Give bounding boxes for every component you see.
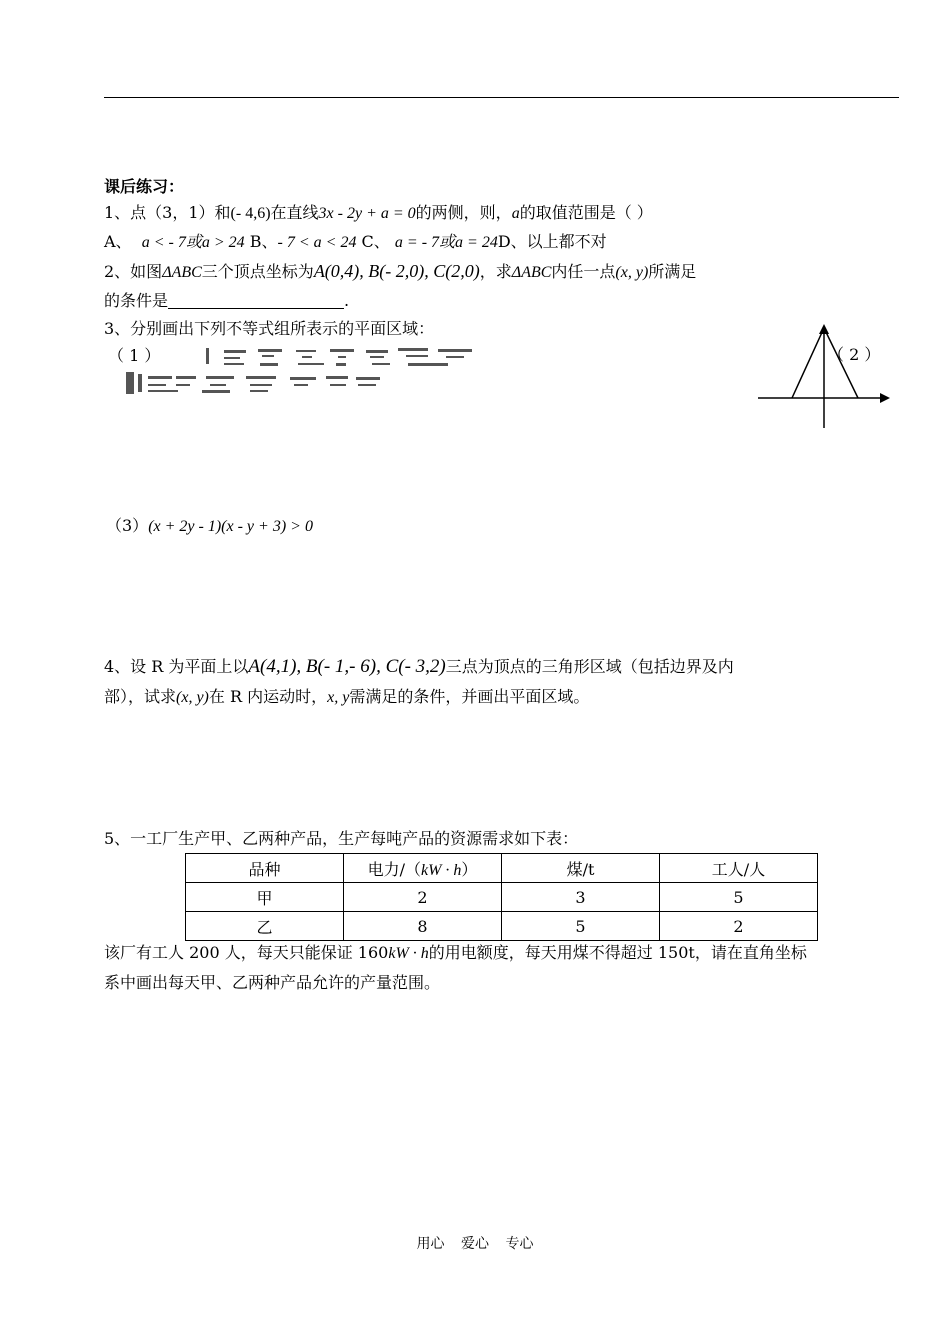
q3-label-1: （ 1 ） [108, 346, 161, 365]
section-title: 课后练习： [104, 177, 185, 196]
q2-stem: 2、如图ΔABC三个顶点坐标为A(0,4), B(- 2,0), C(2,0)，求ΔABC内任一点(x, y)所满足 [104, 261, 697, 281]
table-cell: 5 [660, 883, 818, 912]
q3-item-3: （3）(x + 2y - 1)(x - y + 3) > 0 [106, 516, 313, 535]
table-cell: 5 [502, 912, 660, 941]
page-footer [0, 1233, 950, 1253]
q4-stem-line2: 部），试求(x, y)在 R 内运动时，x, y需满足的条件，并画出平面区域。 [104, 687, 590, 706]
table-cell: 甲 [186, 883, 344, 912]
table-row [186, 883, 818, 912]
footer-word: 用心 [416, 1236, 445, 1252]
table-cell: 2 [660, 912, 818, 941]
table-row [186, 912, 818, 941]
table-header-cell: 煤/t [502, 854, 660, 883]
q2-condition: 的条件是 . [104, 291, 350, 310]
table-header-row [186, 854, 818, 883]
q5-after-line1: 该厂有工人 200 人，每天只能保证 160kW · h的用电额度，每天用煤不得超过 150t，请在直角坐标 [104, 943, 807, 962]
header-rule [104, 97, 899, 98]
footer-word: 爱心 [461, 1236, 489, 1252]
table-header-cell: 电力/（kW · h） [344, 854, 502, 883]
footer-word: 专心 [505, 1236, 534, 1252]
q3-label-2: （ 2 ） [828, 345, 881, 364]
q1-stem: 1、点（3，1）和(- 4,6)在直线3x - 2y + a = 0的两侧，则，a的取值范围是（ ） [104, 203, 653, 222]
triangle-coordinate-graph [756, 318, 896, 433]
garbled-inequality-system-image [126, 344, 486, 400]
resource-table [185, 853, 818, 941]
answer-blank[interactable] [168, 292, 344, 309]
table-cell: 2 [344, 883, 502, 912]
table-cell: 3 [502, 883, 660, 912]
q1-options: A、 a < - 7或a > 24 B、- 7 < a < 24 C、 a = - 7或a = 24D、以上都不对 [104, 232, 607, 251]
table-header-cell: 品种 [186, 854, 344, 883]
table-cell: 乙 [186, 912, 344, 941]
table-cell: 8 [344, 912, 502, 941]
q3-title: 3、分别画出下列不等式组所表示的平面区域： [104, 319, 435, 338]
q5-after-line2: 系中画出每天甲、乙两种产品允许的产量范围。 [104, 973, 441, 992]
q5-intro: 5、一工厂生产甲、乙两种产品，生产每吨产品的资源需求如下表： [104, 829, 579, 848]
table-header-cell: 工人/人 [660, 854, 818, 883]
q4-stem: 4、设 R 为平面上以A(4,1), B(- 1,- 6), C(- 3,2)三点为顶点的三角形区域（包括边界及内 [104, 656, 734, 677]
